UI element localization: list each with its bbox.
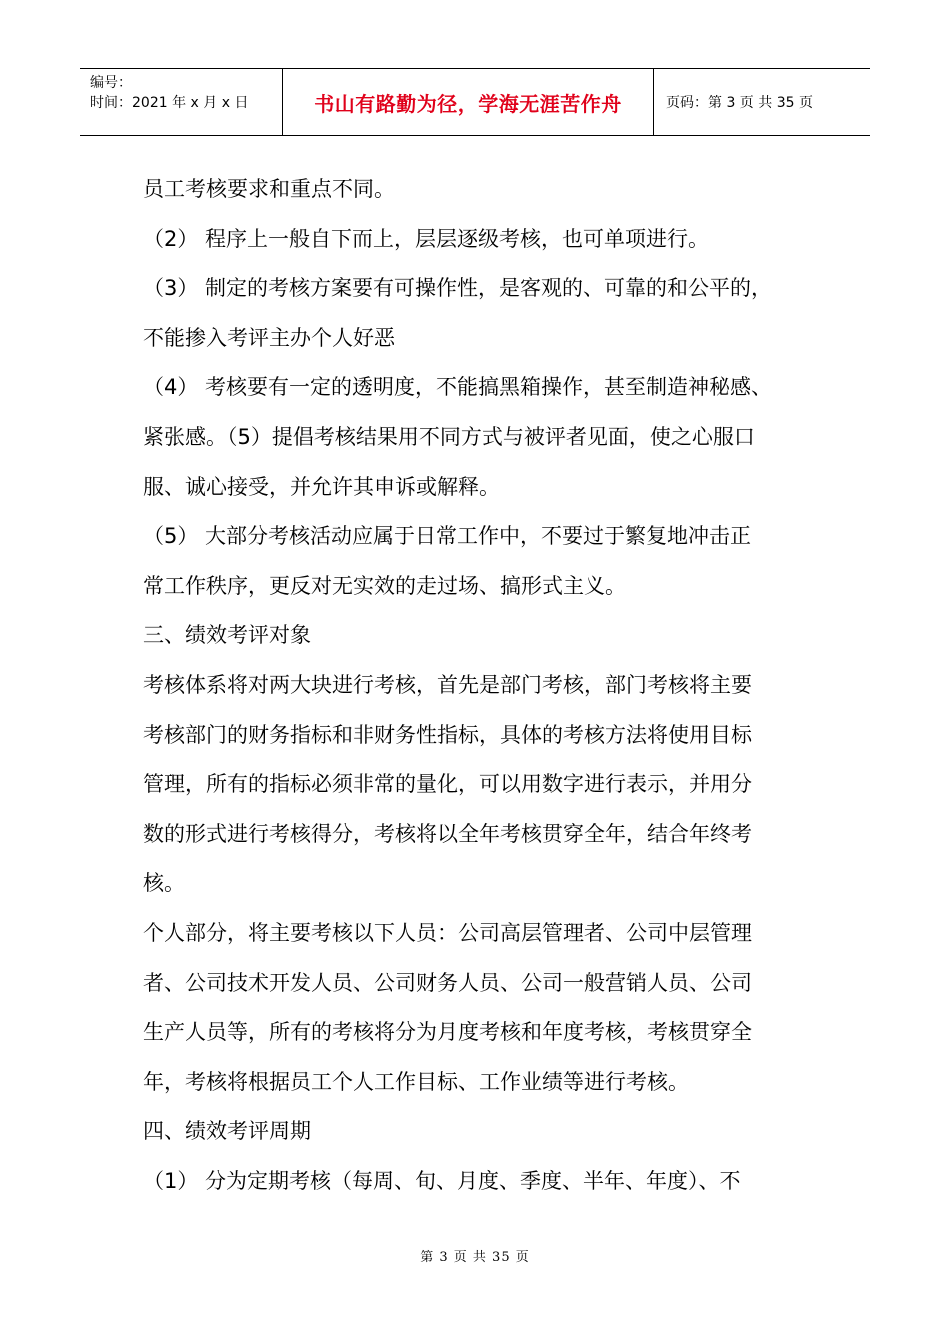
body-line: 生产人员等，所有的考核将分为月度考核和年度考核，考核贯穿全 (143, 1020, 752, 1045)
page-footer: 第 3 页 共 35 页 (420, 1250, 530, 1265)
body-line: 常工作秩序，更反对无实效的走过场、搞形式主义。 (143, 573, 626, 598)
document-header (80, 68, 870, 136)
header-motto: 书山有路勤为径，学海无涯苦作舟 (283, 69, 654, 135)
body-line: 考核体系将对两大块进行考核，首先是部门考核，部门考核将主要 (143, 672, 752, 697)
body-line: 数的形式进行考核得分，考核将以全年考核贯穿全年，结合年终考 (143, 821, 752, 846)
header-meta-cell (80, 69, 283, 135)
document-number-label: 编号： (90, 75, 132, 91)
body-line: 员工考核要求和重点不同。 (143, 177, 395, 201)
body-line: （1） 分为定期考核（每周、旬、月度、季度、半年、年度）、不 (143, 1168, 741, 1193)
section-heading: 三、绩效考评对象 (143, 623, 311, 648)
body-line: （4） 考核要有一定的透明度，不能搞黑箱操作，甚至制造神秘感、 (143, 375, 773, 400)
body-line: 年，考核将根据员工个人工作目标、工作业绩等进行考核。 (143, 1069, 689, 1094)
document-body (143, 165, 823, 1206)
body-line: 核。 (143, 871, 185, 896)
section-heading: 四、绩效考评周期 (143, 1119, 311, 1144)
header-page-info: 页码：第 3 页 共 35 页 (666, 95, 813, 111)
body-line: 紧张感。（5）提倡考核结果用不同方式与被评者见面，使之心服口 (143, 424, 755, 449)
body-line: 考核部门的财务指标和非财务性指标，具体的考核方法将使用目标 (143, 722, 752, 747)
body-line: （2） 程序上一般自下而上，层层逐级考核，也可单项进行。 (143, 226, 710, 251)
document-date-label: 时间：2021 年 x 月 x 日 (90, 95, 249, 111)
body-line: 服、诚心接受，并允许其申诉或解释。 (143, 474, 500, 499)
body-line: 不能掺入考评主办个人好恶 (143, 325, 395, 350)
body-line: （5） 大部分考核活动应属于日常工作中，不要过于繁复地冲击正 (143, 524, 752, 549)
body-line: 管理，所有的指标必须非常的量化，可以用数字进行表示，并用分 (143, 772, 752, 797)
body-line: 者、公司技术开发人员、公司财务人员、公司一般营销人员、公司 (143, 970, 752, 995)
body-line: 个人部分，将主要考核以下人员：公司高层管理者、公司中层管理 (143, 920, 752, 945)
body-line: （3） 制定的考核方案要有可操作性，是客观的、可靠的和公平的， (143, 276, 773, 301)
